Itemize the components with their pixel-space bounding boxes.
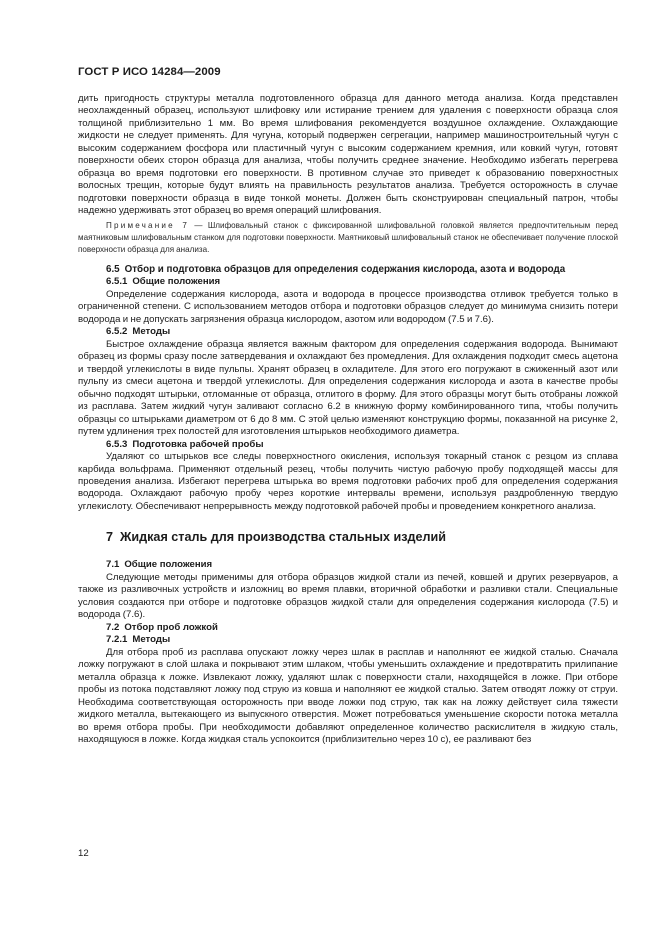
section-title: Методы [132,634,171,646]
section-number: 6.5.2 [106,326,128,338]
note-text: — Шлифовальный станок с фиксированной шлифовальной головкой является предпочтительным перед маятниковым шлифовальным станком для подготовки поверхности. Маятниковый шлифовальный станок не обеспечивает получение плоской поверхности образца для анализа. [78,220,618,255]
section-7-1-text: Следующие методы применимы для отбора образцов жидкой стали из печей, ковшей и других резервуаров, а также из разливочных устройств и изложниц во время плавки, вторичной обработки и разливки стали. Специальные условия создаются при отборе и подготовке образцов жидкой стали для определения содержания кислорода (7.5) и водорода (7.6). [78,571,618,621]
section-number: 7 [106,530,114,545]
section-7-2-heading [78,622,618,635]
standard-header: ГОСТ Р ИСО 14284—2009 [78,66,221,78]
section-number: 7.2 [106,621,120,633]
page-content [78,93,618,747]
section-title: Отбор проб ложкой [124,621,218,633]
section-number: 6.5 [106,263,120,275]
section-6-5-3-heading [78,439,618,452]
section-7-2-1-heading [78,634,618,647]
section-6-5-2-heading [78,326,618,339]
section-title: Отбор и подготовка образцов для определения содержания кислорода, азота и водорода [124,263,566,275]
note-7 [78,220,618,257]
section-number: 6.5.1 [106,276,128,288]
section-6-5-2-text: Быстрое охлаждение образца является важным фактором для определения содержания водорода. Вынимают образец из формы сразу после затвердевания и охлаждают без промедления. Для охлаждения подходит смесь ацетона и твердой углекислоты в виде пульпы. Хранят образец в охладителе. Для этого его погружают в сжиженный азот или пульпу из смеси ацетона и твердой углекислоты. Для определения содержания кислорода и азота в качестве пробы обычно подходят штырьки, отломанные от образца, отлитого в форму. Для этого образцы могут быть отобраны ложкой из расплава. Затем жидкий чугун заливают согласно 6.2 в книжную форму комбинированного типа, чтобы получить образцы со штырьками диаметром от 6 до 8 мм. С этой целью изменяют конструкцию формы, показанной на рисунке 2, путем удлинения трех полостей для изготовления штырьков необходимого диаметра. [78,338,618,438]
note-label: Примечание 7 [106,220,190,230]
section-number: 7.2.1 [106,634,128,646]
section-7-heading [106,529,618,545]
section-7-2-1-text: Для отбора проб из расплава опускают ложку через шлак в расплав и наполняют ее жидкой сталью. Сначала ложку погружают в слой шлака и покрывают этим шлаком, чтобы уменьшить охлаждение и предотвратить прилипание металла образца к ложке. Извлекают ложку, удаляют шлак с поверхности стали, находящейся в ложке. При отборе пробы из потока подставляют ложку под струю из ковша и наполняют ее жидкой сталью. Затем отводят ложку от струи. Необходима соответствующая осторожность при вводе ложки под струю, так как на ложку действует сила тяжести жидкого металла, вытекающего из выпускного отверстия. Может потребоваться уменьшение скорости потока металла во время отбора пробы. При необходимости добавляют определенное количество раскислителя в жидкую сталь, находящуюся в ложке. Когда жидкая сталь успокоится (приблизительно через 10 с), ее разливают без [78,646,618,746]
section-title: Методы [132,326,171,338]
section-6-5-3-text: Удаляют со штырьков все следы поверхностного окисления, используя токарный станок с резцом из сплава карбида вольфрама. Применяют отдельный резец, чтобы получить чистую рабочую пробу подходящей массы для проведения анализа. Избегают перегрева штырька во время подготовки рабочих проб для определения содержания водорода. Охлаждают рабочую пробу через короткие интервалы времени, используя раздробленную твердую углекислоту. Обеспечивают непрерывность между подготовкой рабочей пробы и проведением конкретного анализа. [78,451,618,512]
section-6-5-heading [78,264,618,277]
section-number: 6.5.3 [106,438,128,450]
section-title: Подготовка рабочей пробы [132,438,264,450]
section-title: Общие положения [124,559,213,571]
section-6-5-1-heading [78,276,618,289]
section-6-5-1-text: Определение содержания кислорода, азота и водорода в процессе производства отливок требуется только в ограниченной степени. С использованием методов отбора и подготовки образцов следует до минимума снизить потери водорода и не допускать загрязнения образца кислородом, азотом или водородом (7.5 и 7.6). [78,288,618,325]
section-7-1-heading [78,559,618,572]
section-number: 7.1 [106,559,120,571]
section-title: Общие положения [132,276,221,288]
intro-paragraph: дить пригодность структуры металла подготовленного образца для данного метода анализа. Когда представлен неохлажденный образец, используют шлифовку или истирание трением для удаления с поверхности образца слоя толщиной приблизительно 1 мм. Во время шлифования рекомендуется воздушное охлаждение. Охлаждающие жидкости не следует применять. Для чугуна, который подвержен сегрегации, например машиностроительный чугун с высоким содержанием фосфора или пластичный чугун с высоким содержанием кремния, или ковкий чугун, готовят поверхности обеих сторон образца для анализа, чтобы получить среднее значение. Необходимо избегать перегрева образца во время подготовки его поверхности. В противном случае это приведет к образованию поверхностных волосных трещин, которые будут влиять на правильность результатов анализа. Требуется осторожность в случае подготовки поверхности образца в виде тонкой монеты. Должен быть сконструирован специальный патрон, чтобы надежно удерживать этот образец во время операций шлифования. [78,93,618,217]
page-number: 12 [78,848,89,859]
section-title: Жидкая сталь для производства стальных изделий [120,530,446,545]
